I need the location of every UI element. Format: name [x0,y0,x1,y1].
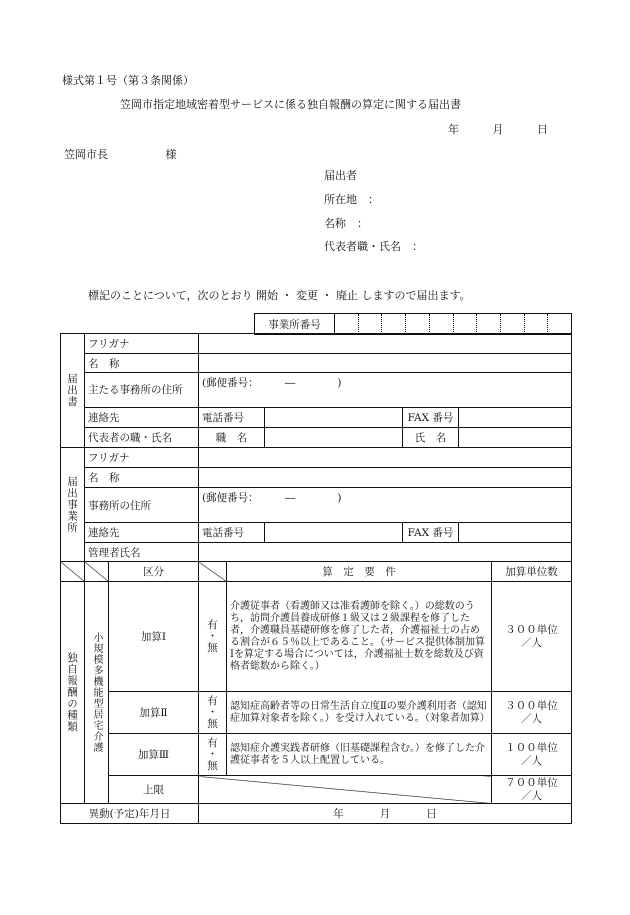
cap-unit-value: ７００単位 [505,776,558,789]
change-date-year: 年 [333,808,344,820]
postal-code-label: (郵便番号： ― ) [202,377,342,389]
cap-label: 上限 [109,776,199,804]
submission-date [448,121,548,137]
notifier-name-label: 名 称 [85,354,199,373]
rep-title-name-label: 代表者の職・氏名 [85,428,199,448]
manager-name-field[interactable] [199,543,572,562]
submitter-address: 所在地 ： [324,193,379,206]
addressee-name: 笠岡市長 [64,148,108,161]
form-number: 様式第１号（第３条関係） [62,74,194,87]
main-form-table [60,333,572,824]
change-date-label: 異動(予定)年月日 [61,804,199,824]
addition-3-unit-per: ／人 [521,754,542,767]
notifier-furigana-field[interactable] [199,334,572,354]
notifier-fax-field[interactable] [459,408,572,428]
main-office-address-label: 主たる事務所の住所 [85,373,199,408]
addition-1-unit-per: ／人 [521,636,542,649]
change-date-month: 月 [379,808,391,820]
addition-3-label: 加算Ⅲ [109,734,199,776]
addition-1-unit-value: ３００単位 [505,623,558,636]
office-name-label: 名 称 [85,468,199,488]
office-phone-field[interactable] [265,523,403,543]
office-contact-label: 連絡先 [85,523,199,543]
addition-1-requirements: 介護従事者（看護師又は准看護師を除く。）の総数のうち，訪問介護員養成研修１級又は２級課程を修了した者，介護職員基礎研修を修了した者，介護福祉士の占める割合が６５％以上であること。（サービス提供体制加算Ⅰを算定する場合については，介護福祉士数を総数及び資格者総数から除く。） [227,582,492,692]
addition-3-availability[interactable]: 有・無 [199,734,227,776]
cap-diagonal-cell [199,776,492,804]
addition-1-label: 加算Ⅰ [109,582,199,692]
office-name-field[interactable] [199,468,572,488]
form-title: 笠岡市指定地域密着型サービスに係る独自報酬の算定に関する届出書 [120,98,461,111]
office-address-field[interactable] [199,488,572,523]
addition-3-unit-value: １００単位 [505,741,558,754]
main-office-address-field[interactable] [199,373,572,408]
service-type: 小規模多機能型居宅介護 [85,582,109,804]
office-postal-code-label: (郵便番号： ― ) [202,492,342,504]
addition-2-requirements: 認知症高齢者等の日常生活自立度Ⅱの要介護利用者（認知症加算対象者を除く。）を受け入れている。（対象者加算） [227,692,492,734]
office-address-label: 事務所の住所 [85,488,199,523]
manager-name-label: 管理者氏名 [85,543,199,562]
date-day: 日 [537,123,548,136]
statement: 標記のことについて，次のとおり 開始 ・ 変更 ・ 廃止 しますので届出ます。 [88,289,471,302]
office-number-label: 事業所番号 [255,314,335,335]
submitter-name: 名称 ： [324,217,368,230]
cap-unit-per: ／人 [521,789,542,802]
rep-position-label: 職 名 [199,428,265,448]
addition-1-unit [492,582,572,692]
change-date-day: 日 [426,808,437,820]
notifier-furigana-label: フリガナ [85,334,199,354]
submitter-label: 届出者 [324,169,357,182]
addition-2-unit-per: ／人 [521,712,542,725]
cap-unit [492,776,572,804]
office-fax-label: FAX 番号 [403,523,459,543]
submitter-representative: 代表者職・氏名 ： [324,240,423,253]
addition-2-unit-value: ３００単位 [505,699,558,712]
category-header: 区分 [109,562,199,582]
rep-person-name-field[interactable] [459,428,572,448]
rep-position-field[interactable] [265,428,403,448]
diagonal-cell [199,562,227,582]
notifier-fax-label: FAX 番号 [403,408,459,428]
office-furigana-label: フリガナ [85,448,199,468]
rep-person-name-label: 氏 名 [403,428,459,448]
addition-2-unit [492,692,572,734]
addition-3-unit [492,734,572,776]
notifier-phone-label: 電話番号 [199,408,265,428]
notifier-phone-field[interactable] [265,408,403,428]
office-number-table [254,313,572,335]
notifier-name-field[interactable] [199,354,572,373]
addition-3-requirements: 認知症介護実践者研修（旧基礎課程含む。）を修了した介護従事者を５人以上配置している。 [227,734,492,776]
addition-1-availability[interactable]: 有・無 [199,582,227,692]
honorific: 様 [165,148,177,161]
change-date-field[interactable] [199,804,572,824]
section-notifier: 届出書 [61,334,85,448]
section-office: 届出事業所 [61,448,85,562]
diagonal-cell [85,562,109,582]
date-month: 月 [492,123,504,136]
office-number-field[interactable] [335,314,572,335]
date-year: 年 [448,123,459,136]
diagonal-cell [61,562,85,582]
addressee [64,146,177,162]
addition-2-availability[interactable]: 有・無 [199,692,227,734]
office-phone-label: 電話番号 [199,523,265,543]
requirements-header: 算 定 要 件 [227,562,492,582]
unit-header: 加算単位数 [492,562,572,582]
notifier-contact-label: 連絡先 [85,408,199,428]
section-type: 独自報酬の種類 [61,582,85,804]
office-fax-field[interactable] [459,523,572,543]
office-furigana-field[interactable] [199,448,572,468]
addition-2-label: 加算Ⅱ [109,692,199,734]
